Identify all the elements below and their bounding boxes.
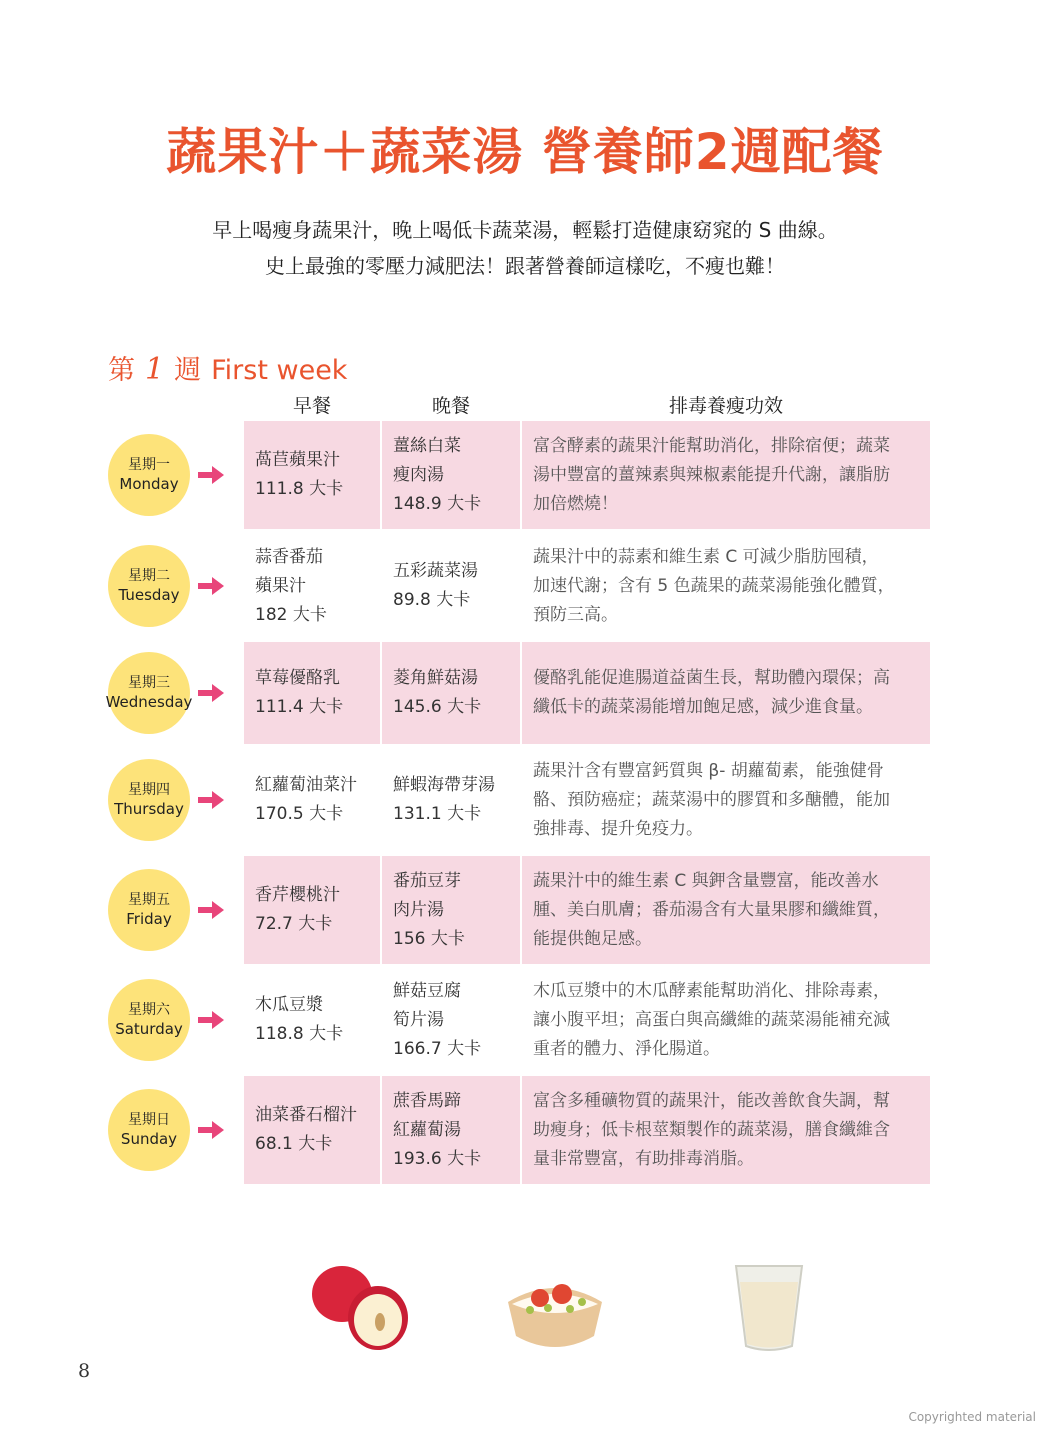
breakfast-cell: [244, 746, 380, 854]
effect-text: 預防三高。: [533, 604, 618, 625]
day-label-zh: 星期四: [128, 782, 170, 798]
breakfast-text: 紅蘿蔔油菜汁: [255, 775, 357, 795]
effect-text: 加速代謝；含有 5 色蔬果的蔬菜湯能強化體質，: [533, 575, 895, 596]
breakfast-cell: [244, 642, 380, 744]
day-badge: [108, 1089, 190, 1171]
day-label-zh: 星期三: [128, 675, 170, 691]
food-illustrations: [0, 1254, 1050, 1364]
effect-cell: [522, 1076, 930, 1184]
effect-cell: [522, 856, 930, 964]
dinner-text: 156 大卡: [393, 928, 465, 949]
table-row: [0, 1076, 1050, 1184]
day-label-zh: 星期日: [128, 1112, 170, 1128]
dinner-text: 菱角鮮菇湯: [393, 668, 478, 688]
table-row: [0, 966, 1050, 1074]
breakfast-cell: [244, 1076, 380, 1184]
dinner-cell: [382, 856, 520, 964]
day-label-zh: 星期一: [128, 457, 170, 473]
arrow-right-icon: [198, 577, 224, 595]
dinner-cell: [382, 421, 520, 529]
breakfast-cell: [244, 856, 380, 964]
effect-text: 蔬果汁中的維生素 C 與鉀含量豐富，能改善水: [533, 870, 879, 891]
table-row: [0, 532, 1050, 640]
table-row: [0, 421, 1050, 529]
effect-cell: [522, 642, 930, 744]
effect-text: 富含酵素的蔬果汁能幫助消化，排除宿便；蔬菜: [533, 435, 890, 456]
dinner-text: 145.6 大卡: [393, 697, 482, 717]
day-badge: [108, 979, 190, 1061]
breakfast-text: 香芹櫻桃汁: [255, 885, 340, 905]
day-badge: [108, 759, 190, 841]
day-badge: [108, 434, 190, 516]
effect-cell: [522, 966, 930, 1074]
breakfast-text: 草莓優酪乳: [255, 668, 340, 688]
dinner-text: 番茄豆芽: [393, 870, 461, 891]
dinner-cell: [382, 1076, 520, 1184]
breakfast-text: 蒜香番茄: [255, 546, 323, 567]
week-heading: [108, 348, 347, 387]
dinner-cell: [382, 966, 520, 1074]
column-header-breakfast: 早餐: [292, 395, 331, 417]
breakfast-text: 油菜番石榴汁: [255, 1105, 357, 1125]
breakfast-text: 68.1 大卡: [255, 1134, 333, 1154]
dinner-cell: [382, 532, 520, 640]
breakfast-text: 118.8 大卡: [255, 1024, 344, 1044]
effect-text: 助瘦身；低卡根莖類製作的蔬菜湯，膳食纖維含: [533, 1119, 890, 1140]
table-row: [0, 856, 1050, 964]
effect-text: 優酪乳能促進腸道益菌生長，幫助體內環保；高: [533, 668, 890, 688]
dinner-text: 148.9 大卡: [393, 493, 482, 514]
arrow-right-icon: [198, 791, 224, 809]
column-header-effect: 排毒養瘦功效: [668, 395, 783, 417]
dinner-cell: [382, 642, 520, 744]
arrow-right-icon: [198, 1011, 224, 1029]
breakfast-text: 蘋果汁: [255, 575, 306, 596]
dinner-text: 薑絲白菜: [393, 435, 461, 456]
day-label-en: Saturday: [115, 1020, 183, 1038]
effect-text: 骼、預防癌症；蔬菜湯中的膠質和多醣體，能加: [533, 789, 890, 810]
day-label-en: Friday: [126, 910, 172, 928]
week-suffix: 週: [174, 355, 202, 386]
effect-cell: [522, 421, 930, 529]
dinner-text: 筍片湯: [393, 1009, 444, 1030]
effect-text: 加倍燃燒！: [533, 493, 618, 514]
dinner-text: 瘦肉湯: [393, 464, 444, 485]
page-number: 8: [78, 1360, 91, 1382]
breakfast-cell: [244, 532, 380, 640]
day-label-en: Tuesday: [118, 586, 180, 604]
breakfast-text: 木瓜豆漿: [255, 995, 323, 1015]
soy-milk-glass-icon: [736, 1266, 802, 1350]
dinner-text: 鮮蝦海帶芽湯: [393, 775, 495, 795]
table-row: [0, 746, 1050, 854]
intro-line: 早上喝瘦身蔬果汁，晚上喝低卡蔬菜湯，輕鬆打造健康窈窕的 S 曲線。: [212, 218, 838, 242]
breakfast-text: 170.5 大卡: [255, 804, 344, 824]
dinner-text: 89.8 大卡: [393, 590, 471, 610]
day-label-zh: 星期六: [128, 1002, 170, 1018]
dinner-text: 蔗香馬蹄: [393, 1090, 461, 1111]
day-label-zh: 星期二: [128, 568, 170, 584]
day-badge: [108, 869, 190, 951]
dinner-text: 五彩蔬菜湯: [393, 561, 478, 581]
effect-text: 木瓜豆漿中的木瓜酵素能幫助消化、排除毒素，: [533, 980, 890, 1001]
week-number: 1: [145, 352, 165, 387]
day-label-en: Sunday: [120, 1130, 178, 1148]
effect-text: 富含多種礦物質的蔬果汁，能改善飲食失調，幫: [533, 1090, 890, 1111]
dinner-text: 131.1 大卡: [393, 804, 482, 824]
dinner-text: 193.6 大卡: [393, 1148, 482, 1169]
day-label-zh: 星期五: [128, 892, 170, 908]
intro-text: [0, 212, 1050, 284]
apple-icon: [312, 1266, 408, 1350]
day-badge: [108, 545, 190, 627]
effect-text: 讓小腹平坦；高蛋白與高纖維的蔬菜湯能補充減: [533, 1009, 890, 1030]
salad-bowl-icon: [508, 1284, 602, 1347]
effect-text: 重者的體力、淨化腸道。: [533, 1038, 720, 1059]
day-badge: [105, 652, 193, 734]
effect-text: 能提供飽足感。: [533, 928, 652, 949]
breakfast-text: 111.8 大卡: [255, 479, 344, 499]
effect-text: 湯中豐富的薑辣素與辣椒素能提升代謝，讓脂肪: [533, 464, 890, 485]
breakfast-text: 72.7 大卡: [255, 914, 333, 934]
breakfast-text: 111.4 大卡: [255, 697, 344, 717]
column-header-dinner: 晚餐: [431, 395, 470, 417]
breakfast-text: 182 大卡: [255, 604, 327, 625]
arrow-right-icon: [198, 901, 224, 919]
breakfast-cell: [244, 966, 380, 1074]
intro-line: 史上最強的零壓力減肥法！跟著營養師這樣吃，不瘦也難！: [265, 254, 785, 278]
effect-text: 量非常豐富，有助排毒消脂。: [533, 1148, 754, 1169]
copyright-notice: Copyrighted material: [908, 1410, 1036, 1424]
arrow-right-icon: [198, 684, 224, 702]
effect-text: 蔬果汁含有豐富鈣質與 β- 胡蘿蔔素，能強健骨: [533, 760, 884, 781]
day-label-en: Wednesday: [105, 693, 193, 711]
effect-text: 腫、美白肌膚；番茄湯含有大量果膠和纖維質，: [533, 899, 890, 920]
effect-text: 蔬果汁中的蒜素和維生素 C 可減少脂肪囤積，: [533, 546, 879, 567]
effect-cell: [522, 532, 930, 640]
dinner-text: 鮮菇豆腐: [393, 980, 461, 1001]
dinner-text: 肉片湯: [393, 899, 444, 920]
dinner-text: 166.7 大卡: [393, 1038, 482, 1059]
page-title: 蔬果汁＋蔬菜湯 營養師2週配餐: [166, 123, 884, 181]
day-label-en: Thursday: [114, 800, 184, 818]
week-prefix: 第: [108, 355, 135, 386]
dinner-cell: [382, 746, 520, 854]
day-label-en: Monday: [119, 475, 179, 493]
effect-text: 強排毒、提升免疫力。: [533, 818, 703, 839]
arrow-right-icon: [198, 466, 224, 484]
week-english: First week: [211, 355, 348, 386]
effect-text: 纖低卡的蔬菜湯能增加飽足感，減少進食量。: [533, 697, 873, 717]
dinner-text: 紅蘿蔔湯: [393, 1119, 461, 1140]
breakfast-cell: [244, 421, 380, 529]
table-row: [0, 642, 1050, 744]
arrow-right-icon: [198, 1121, 224, 1139]
breakfast-text: 萵苣蘋果汁: [255, 450, 340, 470]
effect-cell: [522, 746, 930, 854]
